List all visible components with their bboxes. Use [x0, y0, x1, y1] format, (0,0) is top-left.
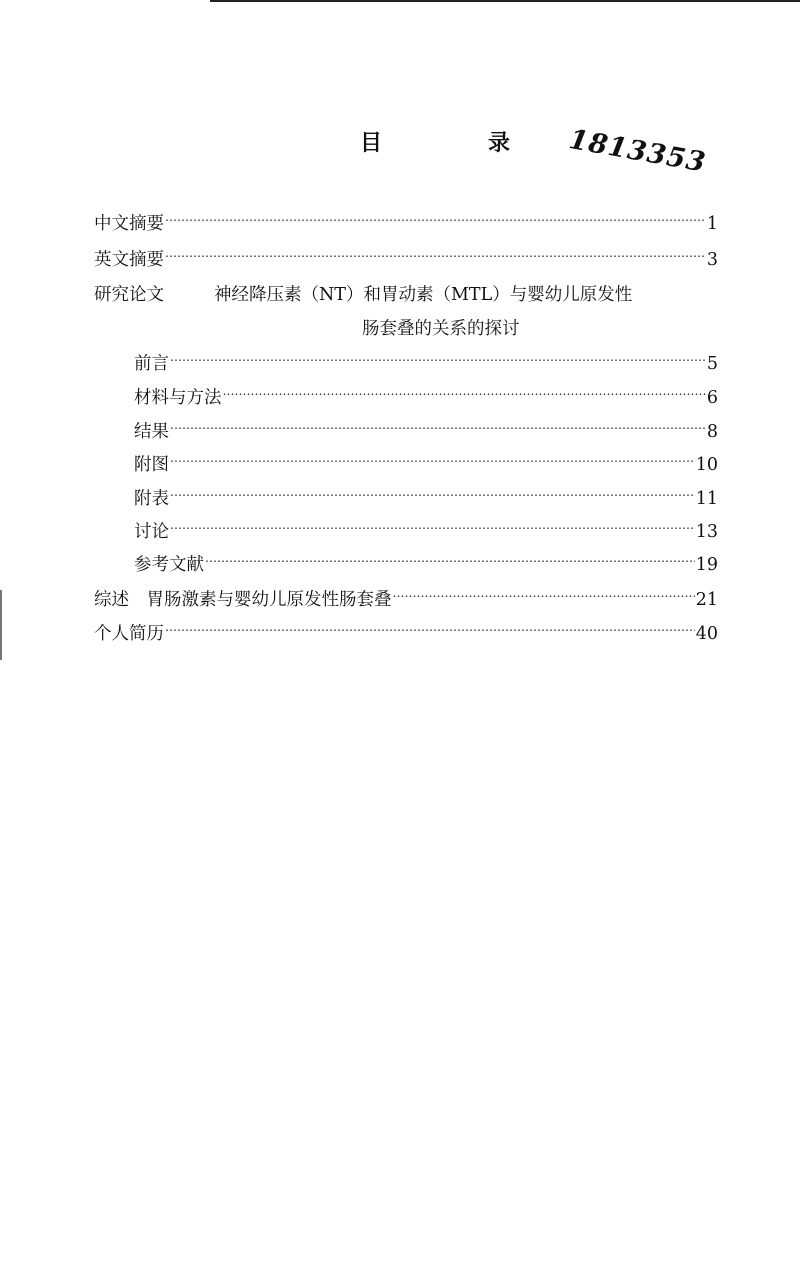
paper-heading: 研究论文 [94, 285, 164, 305]
toc-entry-page: 1 [706, 214, 718, 235]
toc-entry-label: 综述 胃肠激素与婴幼儿原发性肠套叠 [94, 590, 392, 611]
toc-entry-results[interactable] [134, 418, 718, 444]
toc-entry-label: 英文摘要 [94, 250, 164, 271]
toc-entry-page: 11 [695, 489, 718, 510]
toc-entry-label: 中文摘要 [94, 214, 164, 235]
toc-entry-label: 材料与方法 [134, 388, 222, 409]
toc-entry-discussion[interactable] [134, 518, 718, 544]
toc-entry-page: 3 [706, 250, 718, 271]
toc-entry-label: 参考文献 [134, 555, 204, 576]
toc-entry-tables[interactable] [134, 485, 718, 511]
toc-entry-page: 8 [706, 422, 718, 443]
toc-entry-review[interactable] [94, 586, 718, 612]
toc-entry-label: 前言 [134, 354, 169, 375]
toc-entry-page: 19 [695, 555, 718, 576]
toc-entry-figures[interactable] [134, 451, 718, 477]
toc-entry-page: 6 [706, 388, 718, 409]
toc-entry-label: 讨论 [134, 522, 169, 543]
dot-leader [170, 451, 695, 470]
dot-leader [170, 518, 695, 537]
toc-entry-preface[interactable] [134, 350, 718, 376]
page-title: 目 录 [360, 131, 553, 156]
toc-entry-label: 附图 [134, 455, 169, 476]
toc-entry-page: 13 [695, 522, 718, 543]
toc-entry-page: 40 [695, 624, 718, 645]
dot-leader [170, 485, 695, 504]
dot-leader [165, 246, 706, 265]
dot-leader [393, 586, 695, 605]
toc-entry-page: 10 [695, 455, 718, 476]
toc-entry-label: 附表 [134, 489, 169, 510]
toc-entry-resume[interactable] [94, 620, 718, 646]
toc-entry-materials-methods[interactable] [134, 384, 718, 410]
paper-title-line-2: 肠套叠的关系的探讨 [362, 319, 520, 339]
dot-leader [223, 384, 706, 403]
scan-edge-mark [0, 590, 2, 660]
top-border-line [210, 0, 800, 2]
toc-entry-page: 5 [706, 354, 718, 375]
dot-leader [165, 620, 695, 639]
dot-leader [170, 350, 706, 369]
toc-entry-chinese-abstract[interactable] [94, 210, 718, 236]
toc-entry-label: 结果 [134, 422, 169, 443]
handwritten-number-stamp: 1813353 [566, 124, 709, 179]
toc-entry-label: 个人简历 [94, 624, 164, 645]
dot-leader [205, 551, 695, 570]
toc-entry-page: 21 [695, 590, 718, 611]
dot-leader [165, 210, 706, 229]
toc-entry-references[interactable] [134, 551, 718, 577]
toc-entry-english-abstract[interactable] [94, 246, 718, 272]
paper-title-line-1: 神经降压素（NT）和胃动素（MTL）与婴幼儿原发性 [214, 285, 633, 305]
dot-leader [170, 418, 706, 437]
